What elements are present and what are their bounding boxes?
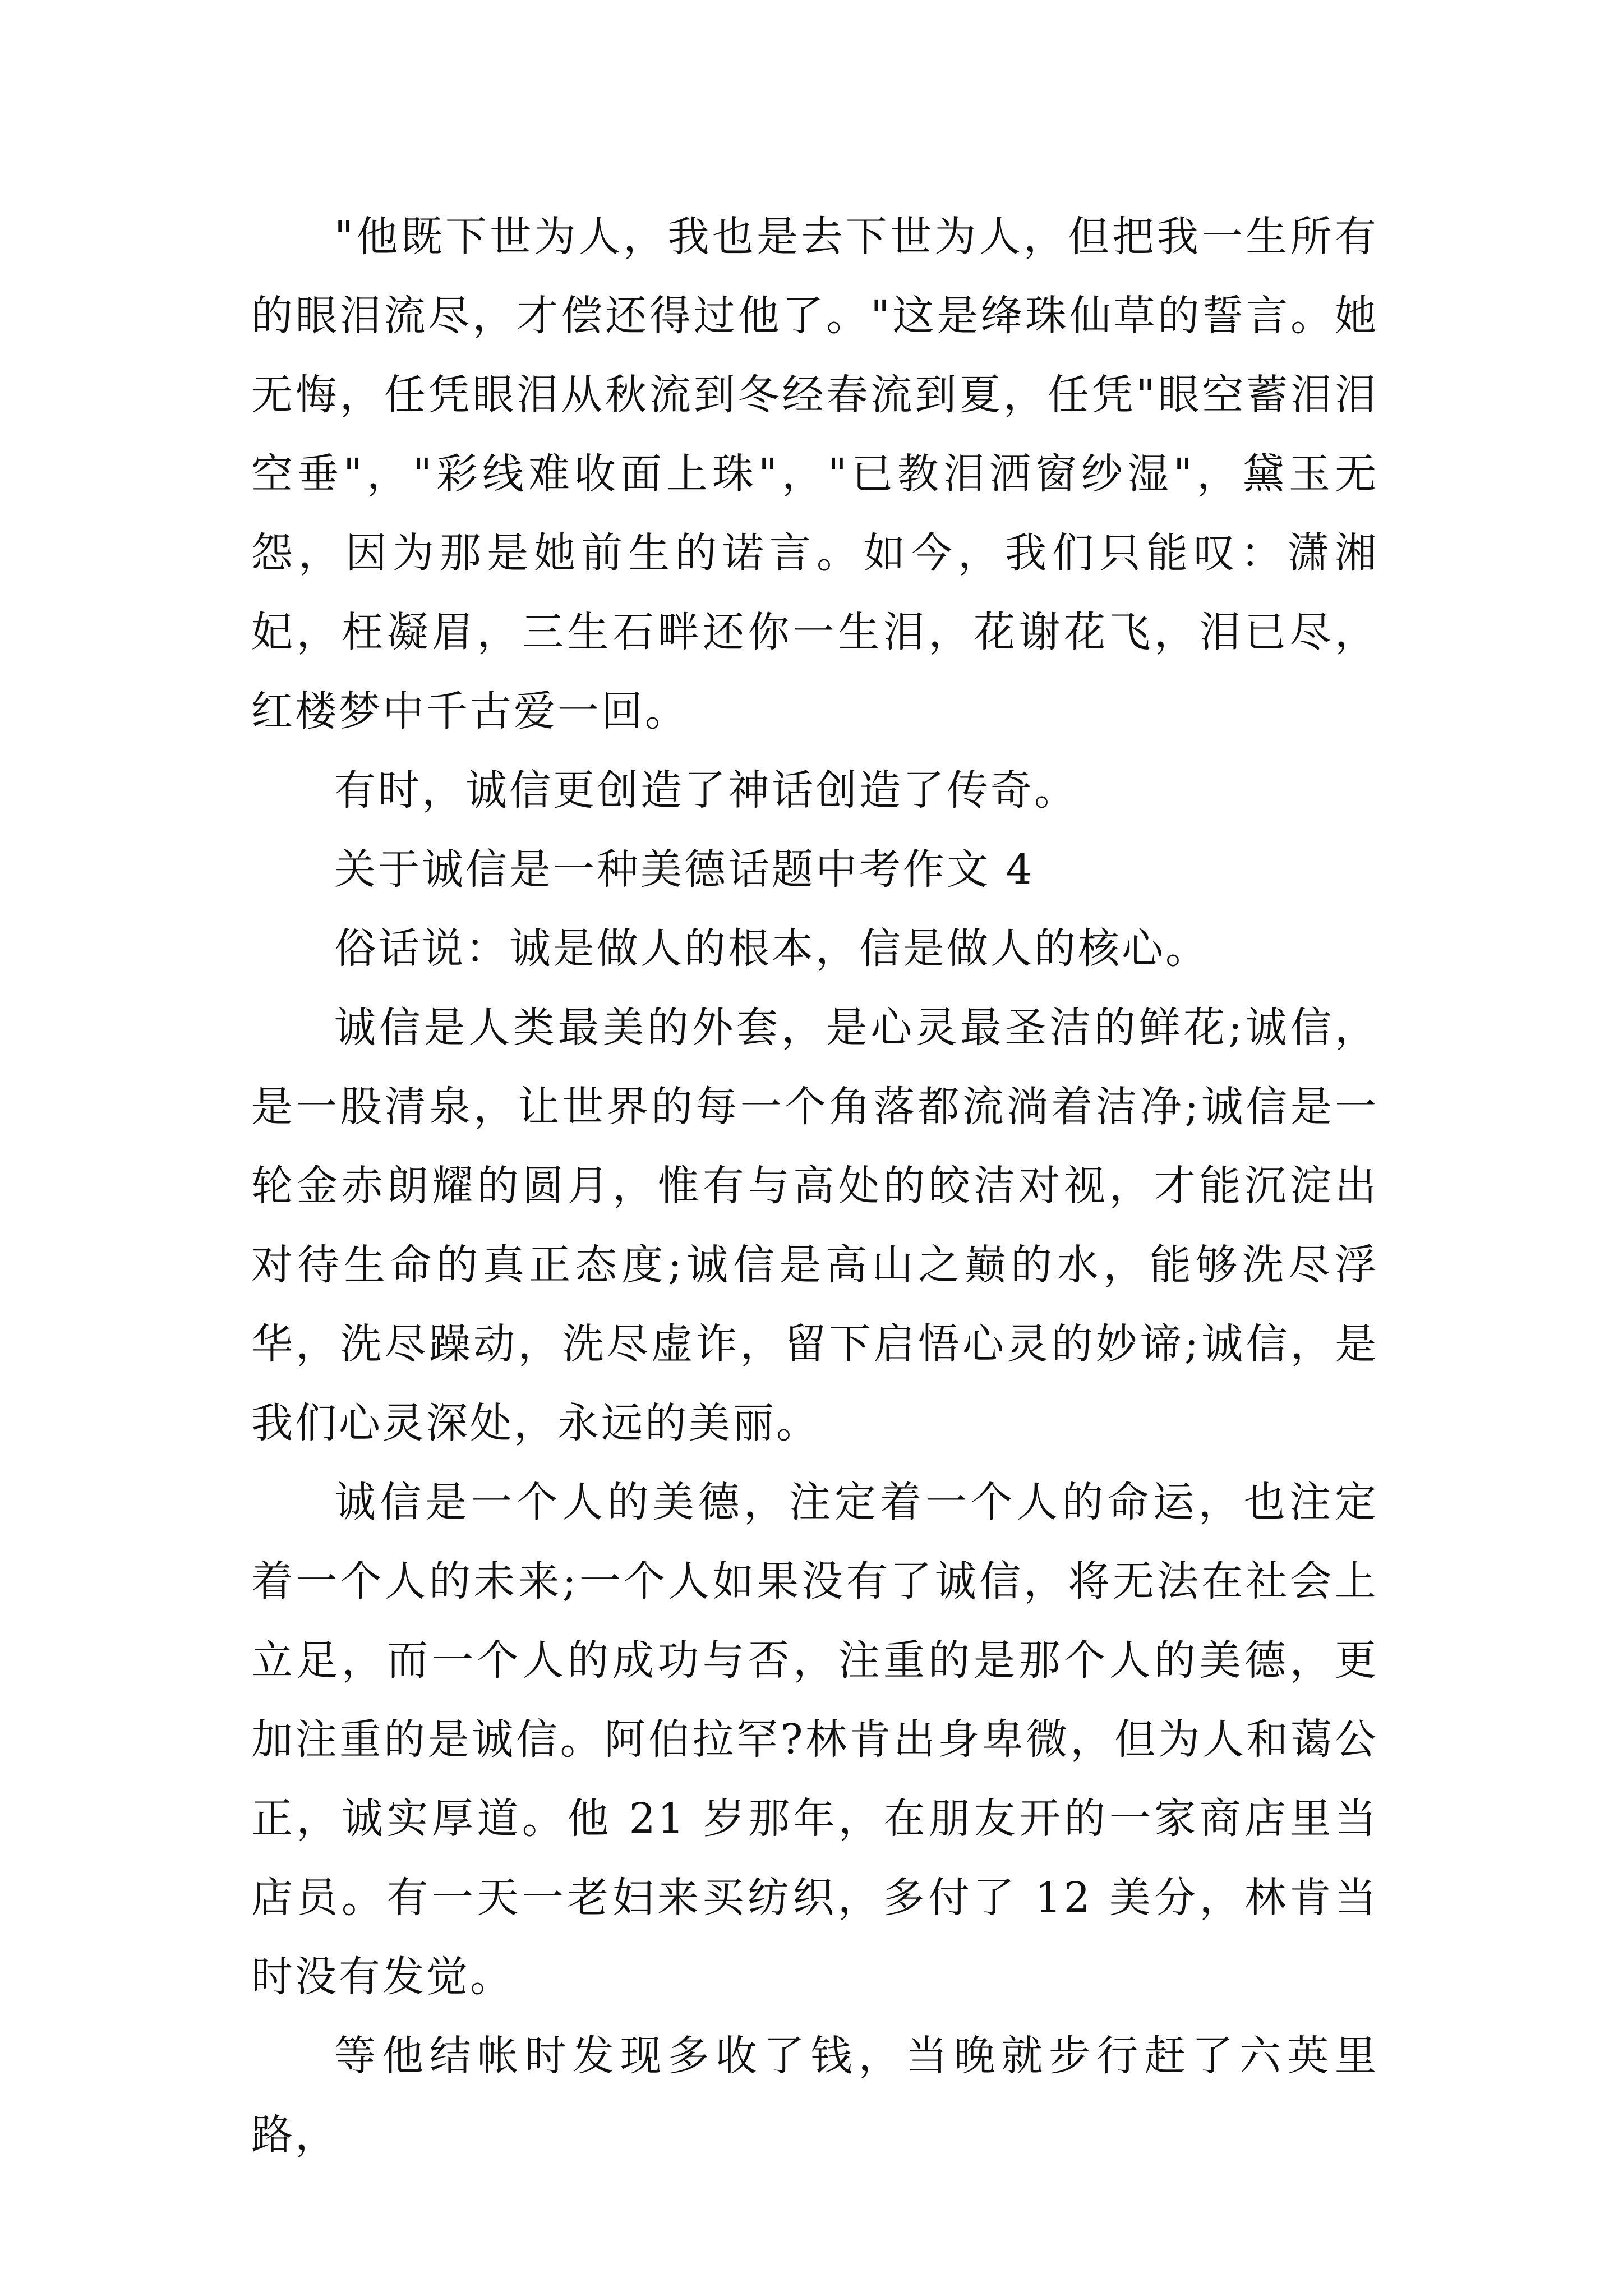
essay-heading: 关于诚信是一种美德话题中考作文 4 — [334, 845, 1035, 894]
essay-body — [251, 197, 1378, 2175]
paragraph-integrity-metaphors: 诚信是人类最美的外套，是心灵最圣洁的鲜花;诚信，是一股清泉，让世界的每一个角落都流淌着洁净;诚信是一轮金赤朗耀的圆月，惟有与高处的皎洁对视，才能沉淀出对待生命的真正态度;诚信是高山之巅的水，能够洗尽浮华，洗尽躁动，洗尽虚诈，留下启悟心灵的妙谛;诚信，是我们心灵深处，永远的美丽。 — [251, 1004, 1378, 1447]
paragraph-lincoln-story: 诚信是一个人的美德，注定着一个人的命运，也注定着一个人的未来;一个人如果没有了诚信，将无法在社会上立足，而一个人的成功与否，注重的是那个人的美德，更加注重的是诚信。阿伯拉罕?林肯出身卑微，但为人和蔼公正，诚实厚道。他 21 岁那年，在朋友开的一家商店里当店员。有一天一老妇来买纺织，多付了 12 美分，林肯当时没有发觉。 — [251, 1478, 1378, 2001]
paragraph-legend: 有时，诚信更创造了神话创造了传奇。 — [334, 766, 1078, 815]
paragraph-continuation: 等他结帐时发现多收了钱，当晚就步行赶了六英里路， — [251, 2032, 1378, 2159]
paragraph-proverb: 俗话说：诚是做人的根本，信是做人的核心。 — [334, 924, 1209, 973]
paragraph-daiyu-vow: "他既下世为人，我也是去下世为人，但把我一生所有的眼泪流尽，才偿还得过他了。"这是绛珠仙草的誓言。她无悔，任凭眼泪从秋流到冬经春流到夏，任凭"眼空蓄泪泪空垂"，"彩线难收面上珠"，"已教泪洒窗纱湿"，黛玉无怨，因为那是她前生的诺言。如今，我们只能叹：潇湘妃，枉凝眉，三生石畔还你一生泪，花谢花飞，泪已尽，红楼梦中千古爱一回。 — [251, 213, 1378, 735]
